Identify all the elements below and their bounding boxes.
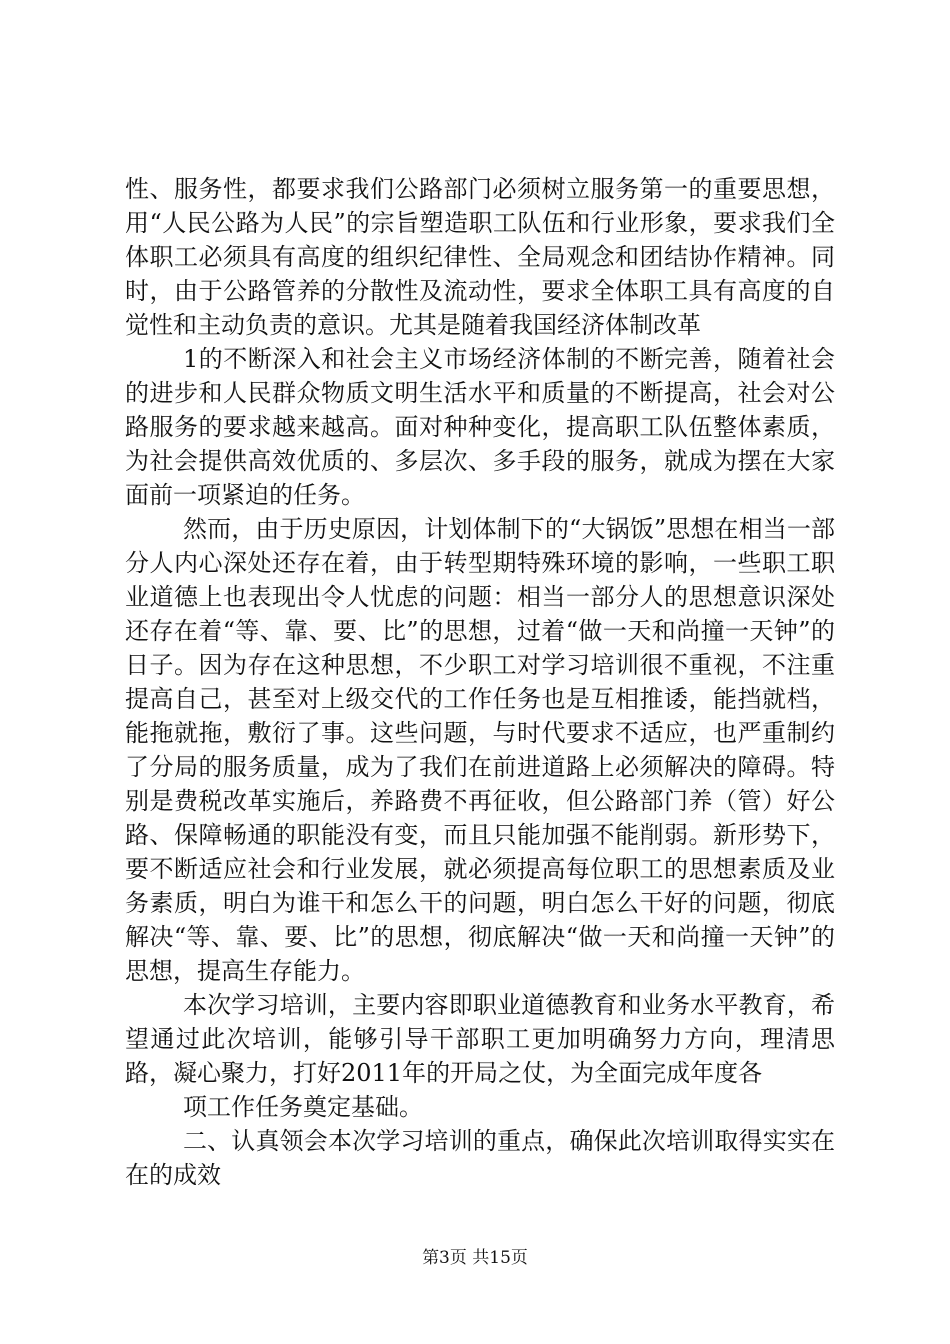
paragraph: 然而，由于历史原因，计划体制下的“大锅饭”思想在相当一部分人内心深处还存在着，由于转型期特殊环境的影响，一些职工职业道德上也表现出令人忧虑的问题：相当一部分人的思想意识深处还存在着“等、靠、要、比”的思想，过着“做一天和尚撞一天钟”的日子。因为存在这种思想，不少职工对学习培训很不重视，不注重提高自己，甚至对上级交代的工作任务也是互相推诿，能挡就档，能拖就拖，敷衍了事。这些问题，与时代要求不适应，也严重制约了分局的服务质量，成为了我们在前进道路上必须解决的障碍。特别是费税改革实施后，养路费不再征收，但公路部门养（管）好公路、保障畅通的职能没有变，而且只能加强不能削弱。新形势下，要不断适应社会和行业发展，就必须提高每位职工的思想素质及业务素质，明白为谁干和怎么干的问题，明白怎么干好的问题，彻底解决“等、靠、要、比”的思想，彻底解决“做一天和尚撞一天钟”的思想，提高生存能力。: [125, 515, 835, 985]
paragraph: 项工作任务奠定基础。: [183, 1093, 423, 1121]
paragraph: 1的不断深入和社会主义市场经济体制的不断完善，随着社会的进步和人民群众物质文明生活水平和质量的不断提高，社会对公路服务的要求越来越高。面对种种变化，提高职工队伍整体素质，为社会提供高效优质的、多层次、多手段的服务，就成为摆在大家面前一项紧迫的任务。: [125, 345, 835, 509]
page-number-footer: 第3页 共15页: [422, 1248, 528, 1268]
document-body: [125, 172, 835, 1192]
paragraph: 本次学习培训，主要内容即职业道德教育和业务水平教育，希望通过此次培训，能够引导干部职工更加明确努力方向，理清思路，凝心聚力，打好2011年的开局之仗，为全面完成年度各: [125, 991, 835, 1087]
section-heading: 二、认真领会本次学习培训的重点，确保此次培训取得实实在在的成效: [125, 1127, 835, 1189]
paragraph-continuation: 性、服务性，都要求我们公路部门必须树立服务第一的重要思想，用“人民公路为人民”的宗旨塑造职工队伍和行业形象，要求我们全体职工必须具有高度的组织纪律性、全局观念和团结协作精神。同时，由于公路管养的分散性及流动性，要求全体职工具有高度的自觉性和主动负责的意识。尤其是随着我国经济体制改革: [125, 175, 835, 339]
